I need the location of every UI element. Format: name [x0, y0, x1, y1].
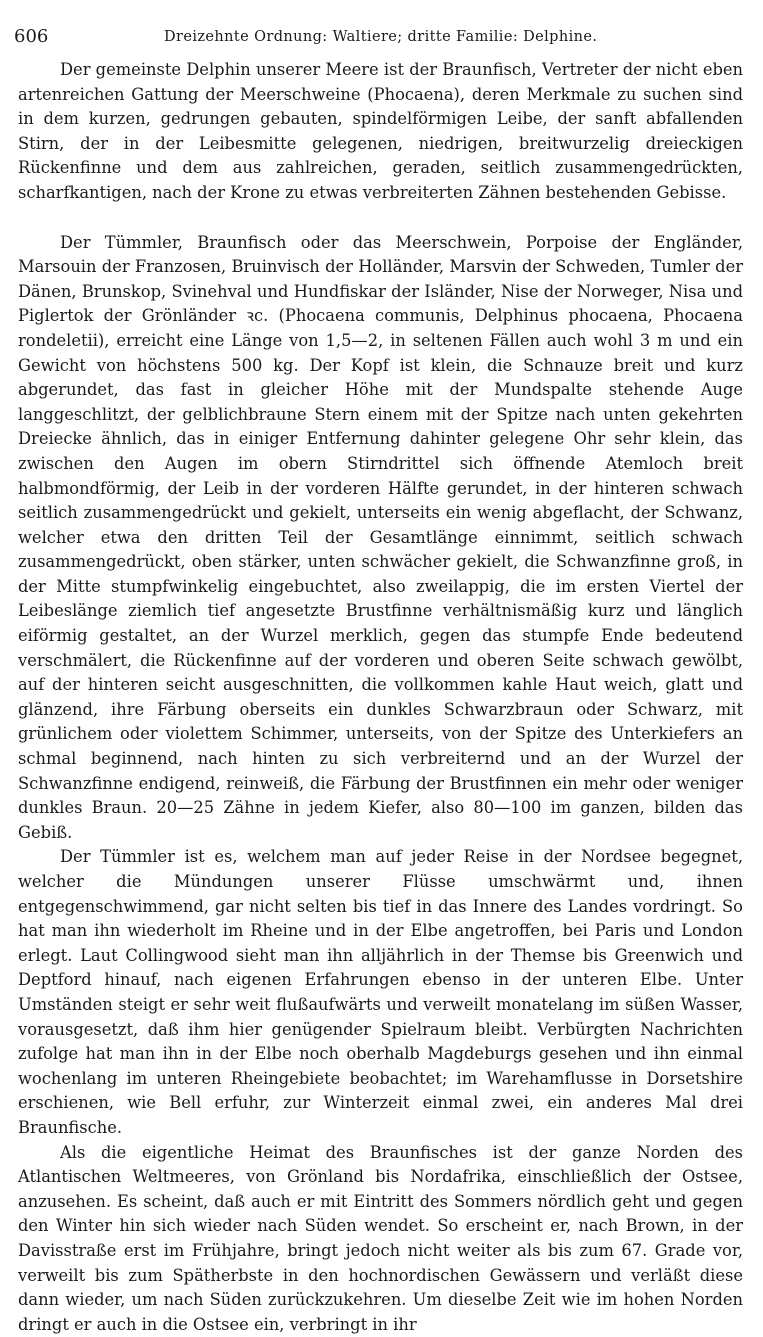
paragraph: Der Tümmler, Braunfisch oder das Meerschwein, Porpoise der Engländer, Marsouin der Franzosen, Bruinvisch der Holländer, Marsvin der Schweden, Tumler der Dänen, Brunskop, Svinehval und Hundfiskar der Isländer, Nise der Norweger, Nisa und Piglertok der Grönländer ꝛc. (Phocaena communis, Delphinus phocaena, Phocaena rondeletii), erreicht eine Länge von 1,5—2, in seltenen Fällen auch wohl 3 m und ein Gewicht von höchstens 500 kg. Der Kopf ist klein, die Schnauze breit und kurz abgerundet, das fast in gleicher Höhe mit der Mundspalte stehende Auge langgeschlitzt, der gelblichbraune Stern einem mit der Spitze nach unten gekehrten Dreiecke ähnlich, das in einiger Entfernung dahinter gelegene Ohr sehr klein, das zwischen den Augen im obern Stirndrittel sich öffnende Atemloch breit halbmondförmig, der Leib in der vorderen Hälfte gerundet, in der hinteren schwach seitlich zusammengedrückt und gekielt, unterseits ein wenig abgeflacht, der Schwanz, welcher etwa den dritten Teil der Gesamtlänge einnimmt, seitlich schwach zusammengedrückt, oben stärker, unten schwächer gekielt, die Schwanzfinne groß, in der Mitte stumpfwinkelig eingebuchtet, also zweilappig, die im ersten Viertel der Leibeslänge ziemlich tief angesetzte Brustfinne verhältnismäßig kurz und länglich eiförmig gestaltet, an der Wurzel merklich, gegen das stumpfe Ende bedeutend verschmälert, die Rückenfinne auf der vorderen und oberen Seite schwach gewölbt, auf der hinteren seicht ausgeschnitten, die vollkommen kahle Haut weich, glatt und glänzend, ihre Färbung oberseits ein dunkles Schwarzbraun oder Schwarz, mit grünlichem oder violettem Schimmer, unterseits, von der Spitze des Unterkiefers an schmal beginnend, nach hinten zu sich verbreiternd und an der Wurzel der Schwanzfinne endigend, reinweiß, die Färbung der Brustfinnen ein mehr oder weniger dunkles Braun. 20—25 Zähne in jedem Kiefer, also 80—100 im ganzen, bilden das Gebiß.	[18, 232, 743, 842]
paragraph: Als die eigentliche Heimat des Braunfisches ist der ganze Norden des Atlantischen Weltmeeres, von Grönland bis Nordafrika, einschließlich der Ostsee, anzusehen. Es scheint, daß auch er mit Eintritt des Sommers nördlich geht und gegen den Winter hin sich wieder nach Süden wendet. So erscheint er, nach Brown, in der Davisstraße erst im Frühjahre, bringt jedoch nicht weiter als bis zum 67. Grade vor, verweilt bis zum Spätherbste in den hochnordischen Gewässern und verläßt diese dann wieder, um nach Süden zurückzukehren. Um dieselbe Zeit wie im hohen Norden dringt er auch in die Ostsee ein, verbringt in ihr	[18, 1142, 743, 1334]
paragraph: Der Tümmler ist es, welchem man auf jeder Reise in der Nordsee begegnet, welcher die Mündungen unserer Flüsse umschwärmt und, ihnen entgegenschwimmend, gar nicht selten bis tief in das Innere des Landes vordringt. So hat man ihn wiederholt im Rheine und in der Elbe angetroffen, bei Paris und London erlegt. Laut Collingwood sieht man ihn alljährlich in der Themse bis Greenwich und Deptford hinauf, nach eigenen Erfahrungen ebenso in der unteren Elbe. Unter Umständen steigt er sehr weit flußaufwärts und verweilt monatelang im süßen Wasser, vorausgesetzt, daß ihm hier genügender Spielraum bleibt. Verbürgten Nachrichten zufolge hat man ihn in der Elbe noch oberhalb Magdeburgs gesehen und ihn einmal wochenlang im unteren Rheingebiete beobachtet; im Warehamflusse in Dorsetshire erschienen, wie Bell erfuhr, zur Winterzeit einmal zwei, ein anderes Mal drei Braunfische.	[18, 847, 743, 1137]
paragraph: Der gemeinste Delphin unserer Meere ist der Braunfisch, Vertreter der nicht eben artenreichen Gattung der Meerschweine (Phocaena), deren Merkmale zu suchen sind in dem kurzen, gedrungen gebauten, spindelförmigen Leibe, der sanft abfallenden Stirn, der in der Leibesmitte gelegenen, niedrigen, breitwurzelig dreieckigen Rückenfinne und dem aus zahlreichen, geraden, seitlich zusammengedrückten, scharfkantigen, nach der Krone zu etwas verbreiterten Zähnen bestehenden Gebisse.	[18, 60, 743, 202]
page-header	[14, 24, 749, 50]
page-number: 606	[14, 26, 49, 47]
body-text	[18, 58, 743, 1337]
running-head: Dreizehnte Ordnung: Waltiere; dritte Familie: Delphine.	[164, 29, 598, 45]
